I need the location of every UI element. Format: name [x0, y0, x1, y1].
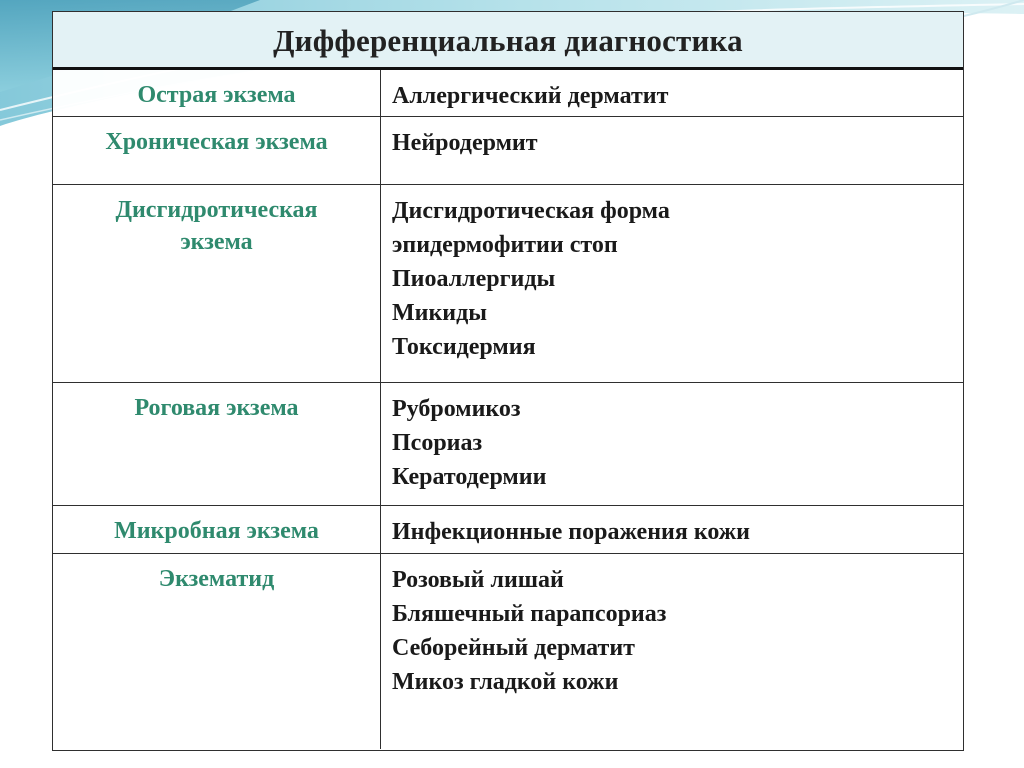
differential-item: Бляшечный парапсориаз [392, 601, 667, 627]
differential-cell [381, 117, 963, 184]
table-row [53, 383, 963, 506]
disease-name: экзема [180, 229, 253, 255]
differential-item: Розовый лишай [392, 567, 564, 593]
differential-cell [381, 70, 963, 116]
disease-name: Дисгидротическая [115, 197, 318, 223]
disease-name: Микробная экзема [114, 518, 319, 544]
disease-cell [53, 185, 381, 382]
disease-cell [53, 117, 381, 184]
differential-item: Нейродермит [392, 130, 538, 156]
differential-item: Токсидермия [392, 334, 536, 360]
disease-name: Острая экзема [137, 82, 296, 108]
disease-name: Хроническая экзема [105, 129, 328, 155]
differential-cell [381, 506, 963, 553]
table-row [53, 506, 963, 554]
page-title: Дифференциальная диагностика [273, 22, 743, 58]
differential-item: Пиоаллергиды [392, 266, 556, 292]
differential-item: Рубромикоз [392, 396, 521, 422]
disease-name: Экзематид [158, 566, 275, 592]
table-row [53, 554, 963, 749]
differential-item: Микоз гладкой кожи [392, 669, 619, 695]
differential-item: эпидермофитии стоп [392, 232, 618, 258]
differential-item: Микиды [392, 300, 488, 326]
table-row [53, 70, 963, 117]
disease-cell [53, 554, 381, 749]
disease-name: Роговая экзема [134, 395, 299, 421]
table-row [53, 185, 963, 383]
differential-cell [381, 554, 963, 749]
table-header [53, 12, 963, 70]
disease-cell [53, 70, 381, 116]
disease-cell [53, 383, 381, 505]
differential-item: Дисгидротическая форма [392, 198, 670, 224]
differential-table [52, 11, 964, 751]
differential-item: Инфекционные поражения кожи [392, 519, 750, 545]
disease-cell [53, 506, 381, 553]
differential-item: Аллергический дерматит [392, 83, 669, 109]
table-row [53, 117, 963, 185]
differential-cell [381, 185, 963, 382]
differential-cell [381, 383, 963, 505]
differential-item: Кератодермии [392, 464, 547, 490]
differential-item: Себорейный дерматит [392, 635, 635, 661]
differential-item: Псориаз [392, 430, 483, 456]
